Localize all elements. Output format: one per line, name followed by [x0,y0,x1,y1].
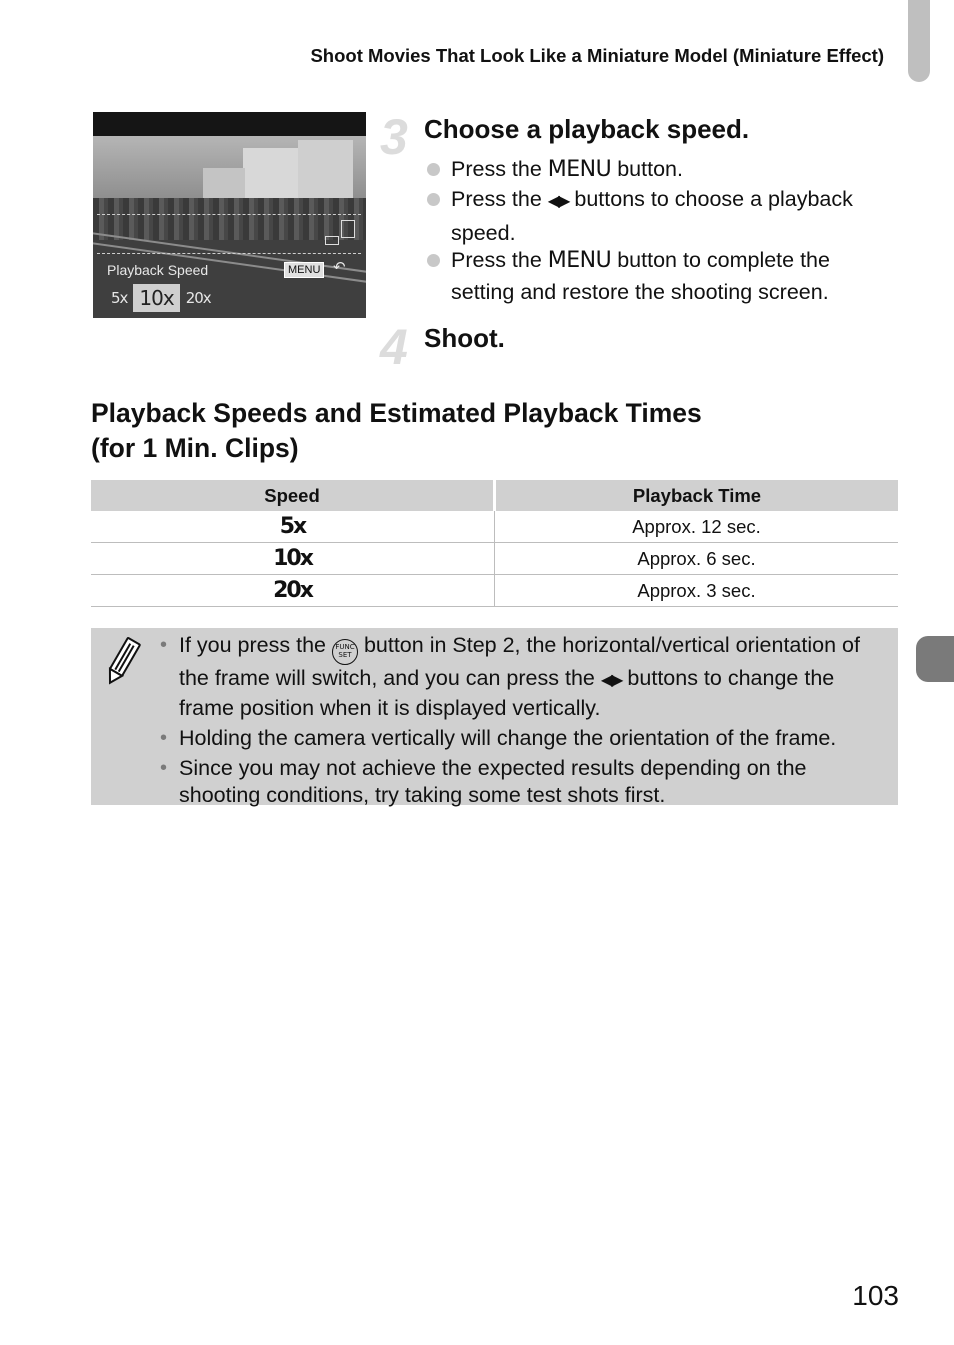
chapter-tab-side [916,636,954,682]
page-header: Shoot Movies That Look Like a Miniature Model (Miniature Effect) [310,45,884,66]
playback-speed-table [91,480,898,607]
time-cell: Approx. 12 sec. [495,511,899,543]
speed-cell: 5x [91,511,495,543]
screen-menu-button: MENU [284,262,324,278]
table-row [91,575,898,607]
note-item: • Holding the camera vertically will change the orientation of the frame. [160,725,837,750]
step4-heading: Shoot. [424,323,505,353]
chapter-tab-top [908,0,930,82]
camera-screen-image [93,112,366,318]
table-row [91,543,898,575]
step3-bullet-3: Press the MENU button to complete the setting and restore the shooting screen. [427,245,897,307]
left-right-arrows-icon: ◀▶ [547,193,569,210]
note-item: • If you press the FUNC SET button in Step 2, the horizontal/vertical orientation of the frame will switch, and you can press the ◀▶ buttons to change the frame position when it is displayed vertically. [160,633,860,720]
note-item: • Since you may not achieve the expected results depending on the shooting conditions, try taking some test shots first. [160,755,807,807]
speed-option-20x: 20x [185,289,211,307]
step3-bullet-1: Press the MENU button. [427,154,897,186]
miniature-frame [97,214,361,254]
table-header-playback-time: Playback Time [495,480,899,511]
bullet-dot [427,254,440,267]
speed-options [105,284,217,312]
step-number-4: 4 [380,319,408,375]
return-icon: ↶ [333,259,346,276]
time-cell: Approx. 6 sec. [495,543,899,575]
page-number: 103 [852,1280,899,1311]
menu-button-icon: MENU [547,157,612,182]
step3-heading: Choose a playback speed. [424,114,750,144]
bullet-dot [427,193,440,206]
time-cell: Approx. 3 sec. [495,575,899,607]
menu-button-icon: MENU [547,248,612,273]
left-right-arrows-icon: ◀▶ [600,672,622,689]
speed-cell: 20x [91,575,495,607]
note-list [157,632,892,812]
pencil-icon [103,636,141,688]
battery-icon [325,236,339,245]
section-title: Playback Speeds and Estimated Playback Times (for 1 Min. Clips) [91,398,702,463]
stabilizer-icon [341,220,355,238]
speed-option-10x-selected: 10x [133,284,179,312]
playback-speed-label: Playback Speed [107,262,209,278]
step3-bullet-2: Press the ◀▶ buttons to choose a playback speed. [427,184,897,248]
step-number-3: 3 [380,109,408,165]
table-row [91,511,898,543]
table-header-speed: Speed [91,480,495,511]
speed-cell: 10x [91,543,495,575]
screen-top-bar [93,112,366,136]
note-box [91,628,898,805]
bullet-dot [427,163,440,176]
func-set-icon: FUNC SET [332,639,358,665]
speed-option-5x: 5x [111,289,128,307]
